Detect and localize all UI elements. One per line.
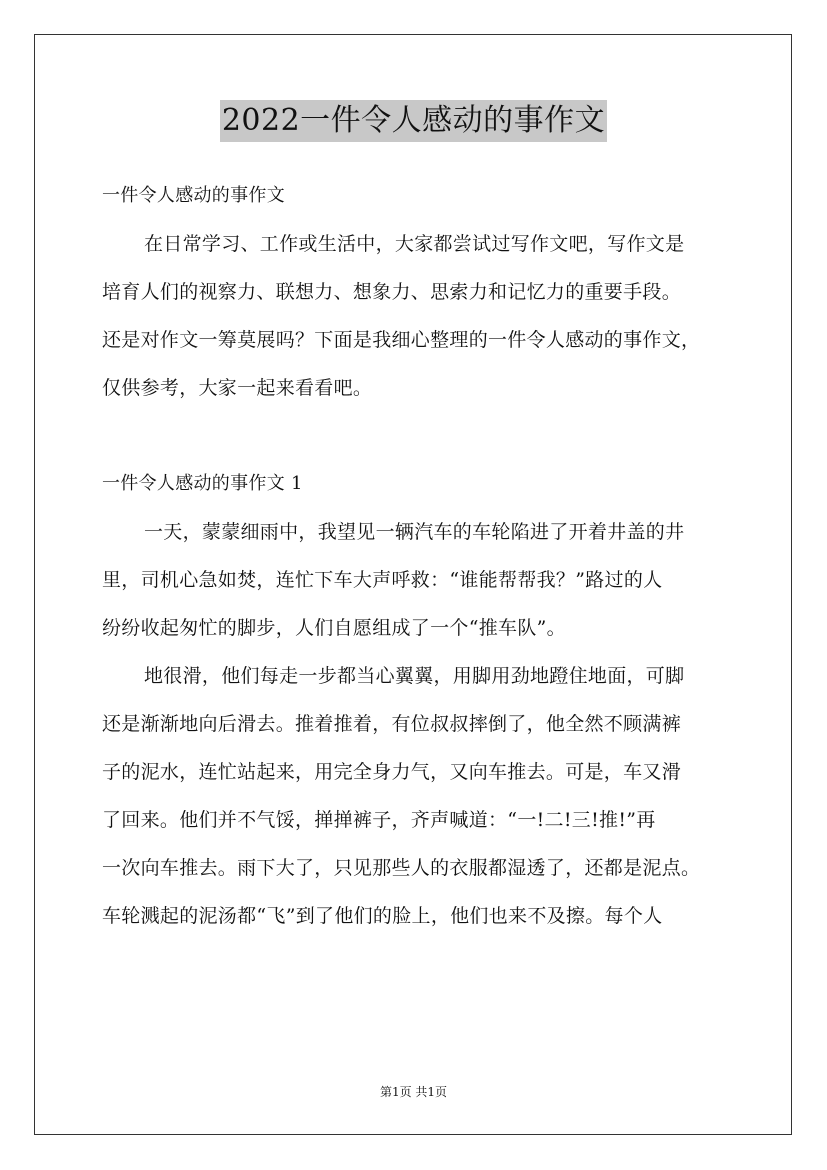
paragraph-line: 一天，蒙蒙细雨中，我望见一辆汽车的车轮陷进了开着井盖的井 — [144, 521, 685, 543]
document-body — [102, 172, 742, 940]
paragraph-line: 一次向车推去。雨下大了，只见那些人的衣服都湿透了，还都是泥点。 — [102, 857, 701, 879]
paragraph-line: 还是渐渐地向后滑去。推着推着，有位叔叔摔倒了，他全然不顾满裤 — [102, 713, 682, 735]
intro-line: 还是对作文一筹莫展吗？下面是我细心整理的一件令人感动的事作文， — [102, 329, 701, 351]
paragraph-gap — [102, 412, 742, 460]
section-heading: 一件令人感动的事作文 1 — [102, 473, 303, 494]
intro-line: 培育人们的视察力、联想力、想象力、思索力和记忆力的重要手段。 — [102, 281, 682, 303]
intro-line: 仅供参考，大家一起来看看吧。 — [102, 377, 373, 399]
subheading: 一件令人感动的事作文 — [102, 185, 285, 206]
document-title: 2022一件令人感动的事作文 — [220, 100, 607, 142]
paragraph-line: 车轮溅起的泥汤都“飞”到了他们的脸上，他们也来不及擦。每个人 — [102, 905, 663, 927]
paragraph-line: 纷纷收起匆忙的脚步，人们自愿组成了一个“推车队”。 — [102, 617, 566, 639]
paragraph-line: 子的泥水，连忙站起来，用完全身力气，又向车推去。可是，车又滑 — [102, 761, 682, 783]
paragraph-line: 了回来。他们并不气馁，掸掸裤子，齐声喊道：“一!二!三!推!”再 — [102, 809, 656, 831]
title-container — [0, 100, 827, 142]
page-footer: 第1页 共1页 — [379, 1085, 448, 1099]
intro-line: 在日常学习、工作或生活中，大家都尝试过写作文吧，写作文是 — [144, 233, 685, 255]
paragraph-line: 里，司机心急如焚，连忙下车大声呼救：“谁能帮帮我？”路过的人 — [102, 569, 663, 591]
paragraph-line: 地很滑，他们每走一步都当心翼翼，用脚用劲地蹬住地面，可脚 — [144, 665, 685, 687]
